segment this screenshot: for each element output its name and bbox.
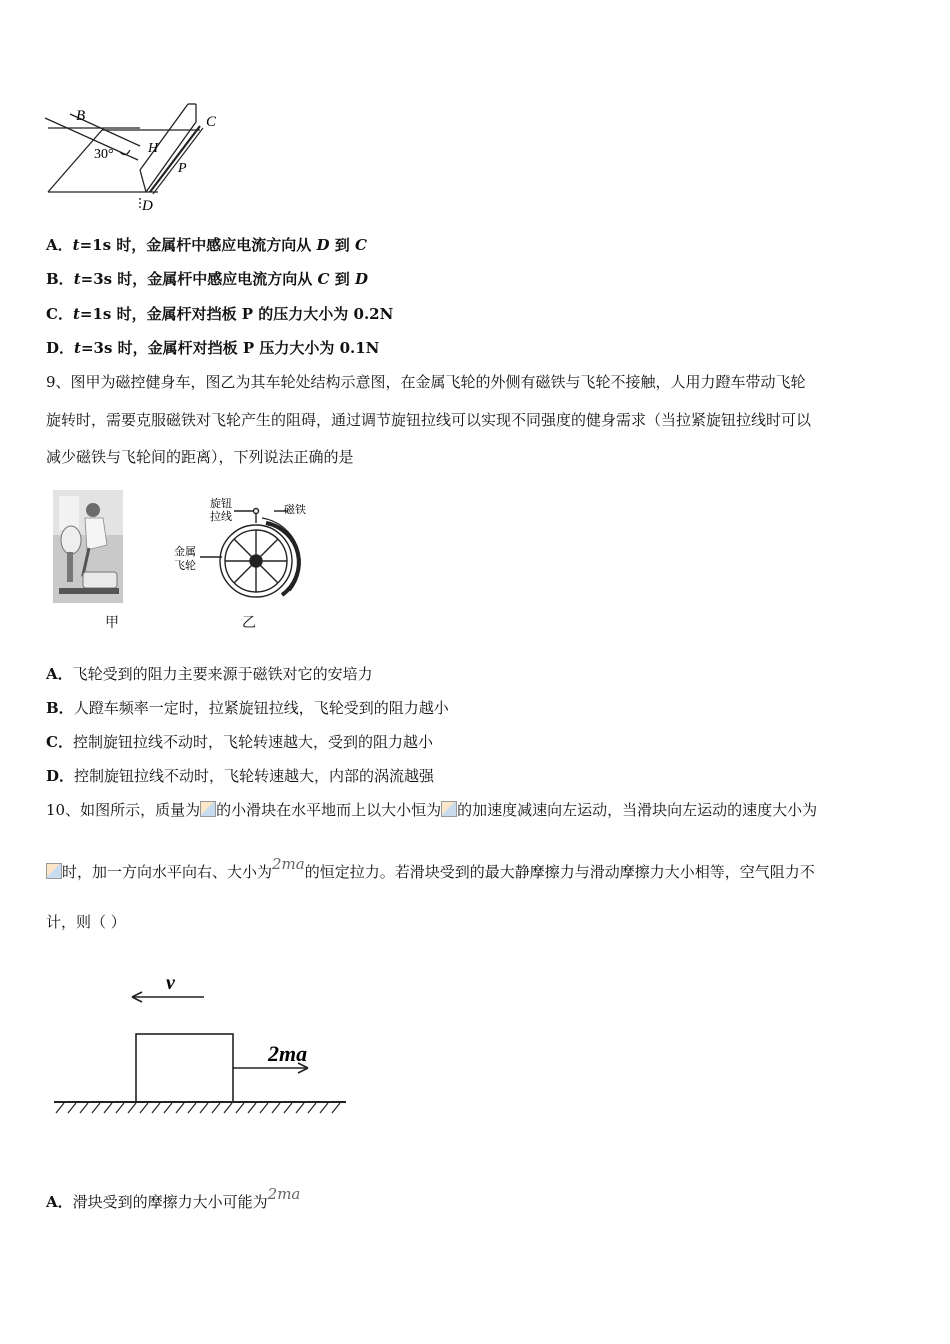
label-yi: 乙 bbox=[242, 615, 256, 631]
broken-image-icon bbox=[441, 801, 457, 817]
q9-wheel-diagram bbox=[170, 495, 320, 605]
q8-option-a: A．t=1s 时，金属杆中感应电流方向从 D 到 C bbox=[46, 236, 367, 254]
broken-image-icon bbox=[200, 801, 216, 817]
q8-option-c: C．t=1s 时，金属杆对挡板 P 的压力大小为 0.2N bbox=[46, 305, 394, 323]
q9-option-d: D．控制旋钮拉线不动时，飞轮转速越大，内部的涡流越强 bbox=[46, 767, 435, 785]
q9-option-a: A．飞轮受到的阻力主要来源于磁铁对它的安培力 bbox=[46, 665, 373, 683]
label-B: B bbox=[76, 108, 86, 124]
label-H: H bbox=[148, 141, 159, 156]
q8-option-b: B．t=3s 时，金属杆中感应电流方向从 C 到 D bbox=[46, 270, 368, 288]
q9-photo-jia bbox=[53, 490, 123, 603]
q10-figure bbox=[50, 965, 350, 1115]
angle-label: 30° bbox=[94, 147, 114, 162]
q8-figure bbox=[40, 100, 240, 215]
q10-option-a: A．滑块受到的摩擦力大小可能为2ma bbox=[46, 1185, 301, 1211]
label-wheel-1: 金属 bbox=[174, 545, 196, 558]
velocity-label: v bbox=[166, 972, 175, 994]
label-D: D bbox=[142, 198, 153, 214]
q8-option-d: D．t=3s 时，金属杆对挡板 P 压力大小为 0.1N bbox=[46, 339, 380, 357]
label-knob-1: 旋钮 bbox=[210, 497, 232, 510]
inline-formula-2ma: 2ma bbox=[267, 1185, 301, 1203]
label-C: C bbox=[206, 114, 217, 130]
inline-formula-2ma: 2ma bbox=[272, 855, 305, 873]
label-knob-2: 拉线 bbox=[210, 510, 232, 523]
q9-stem-line2: 旋转时，需要克服磁铁对飞轮产生的阻碍，通过调节旋钮拉线可以实现不同强度的健身需求（当拉紧旋钮拉线时可以 bbox=[46, 411, 812, 429]
q10-stem-line3: 计，则（ ） bbox=[46, 913, 126, 931]
label-wheel-2: 飞轮 bbox=[174, 559, 196, 572]
force-label: 2ma bbox=[268, 1041, 308, 1066]
label-magnet: 磁铁 bbox=[284, 503, 306, 516]
broken-image-icon bbox=[46, 863, 62, 879]
q9-stem-line3: 减少磁铁与飞轮间的距离），下列说法正确的是 bbox=[46, 448, 354, 466]
label-jia: 甲 bbox=[105, 615, 119, 631]
label-P: P bbox=[178, 161, 187, 176]
q9-stem-line1: 9、图甲为磁控健身车，图乙为其车轮处结构示意图，在金属飞轮的外侧有磁铁与飞轮不接触，人用力蹬车带动飞轮 bbox=[46, 373, 806, 391]
q9-option-c: C．控制旋钮拉线不动时，飞轮转速越大，受到的阻力越小 bbox=[46, 733, 433, 751]
ground-hatching bbox=[56, 1103, 340, 1113]
q10-stem-line1: 10、如图所示，质量为 的小滑块在水平地而上以大小恒为 的加速度减速向左运动，当滑块向左运动的速度大小为 bbox=[46, 801, 818, 819]
q9-option-b: B．人蹬车频率一定时，拉紧旋钮拉线，飞轮受到的阻力越小 bbox=[46, 699, 449, 717]
q10-stem-line2: 时，加一方向水平向右、大小为2ma的恒定拉力。若滑块受到的最大静摩擦力与滑动摩擦力大小相等，空气阻力不 bbox=[46, 862, 815, 882]
